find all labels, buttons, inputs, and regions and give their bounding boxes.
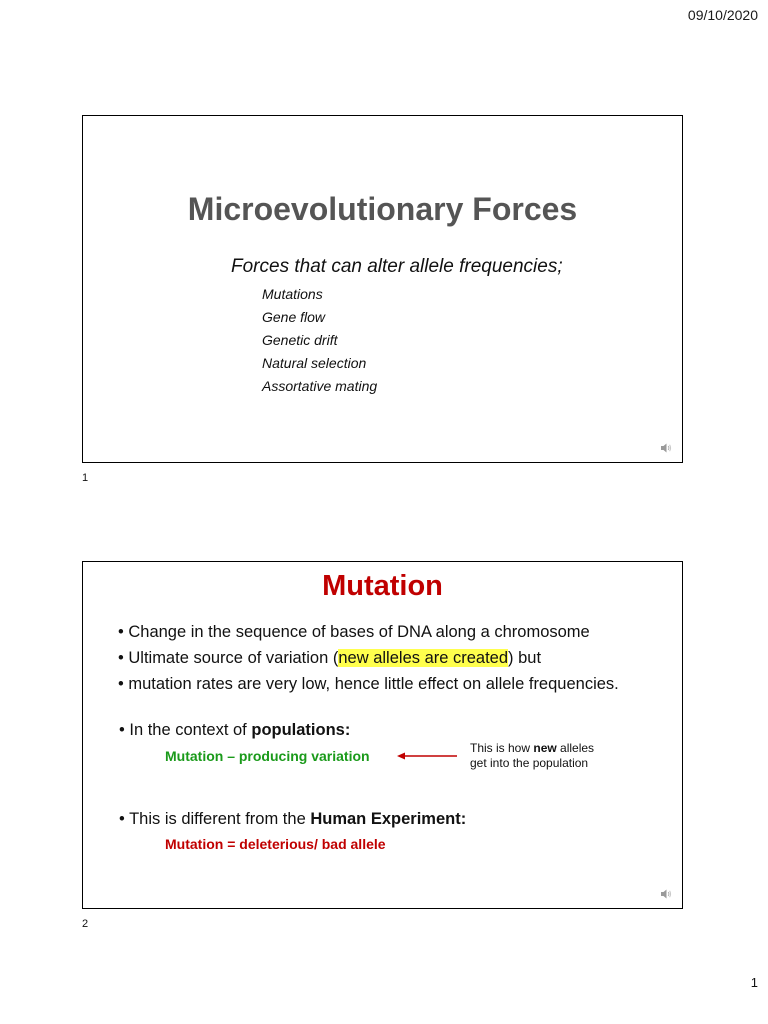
list-item: Gene flow bbox=[262, 309, 326, 325]
slide-2 bbox=[82, 561, 683, 909]
note-text: get into the population bbox=[470, 756, 589, 770]
slide-1-number: 1 bbox=[82, 472, 89, 484]
bullet-text: • This is different from the bbox=[119, 810, 311, 828]
forces-list bbox=[262, 283, 377, 398]
page-number: 1 bbox=[750, 975, 758, 990]
new-alleles-note bbox=[470, 741, 594, 771]
bullet-populations bbox=[119, 721, 350, 740]
speaker-icon[interactable] bbox=[660, 888, 672, 900]
list-item: Genetic drift bbox=[262, 332, 338, 348]
list-item: Assortative mating bbox=[262, 378, 378, 394]
mutation-producing-variation: Mutation – producing variation bbox=[165, 748, 370, 764]
bullet-text: ) but bbox=[508, 649, 542, 667]
note-text: This is how bbox=[470, 741, 534, 755]
bullet-text: • Ultimate source of variation ( bbox=[118, 649, 339, 667]
speaker-icon[interactable] bbox=[660, 442, 672, 454]
bold-text: populations: bbox=[251, 721, 351, 739]
bullet-text: • In the context of bbox=[119, 721, 252, 739]
slide-2-title: Mutation bbox=[322, 570, 443, 602]
mutation-deleterious: Mutation = deleterious/ bad allele bbox=[165, 836, 386, 852]
slide-2-number: 2 bbox=[82, 918, 89, 930]
slide-1-subtitle: Forces that can alter allele frequencies; bbox=[231, 256, 563, 277]
slide-1-title: Microevolutionary Forces bbox=[187, 191, 578, 227]
note-text: alleles bbox=[556, 741, 595, 755]
highlighted-text: new alleles are created bbox=[338, 649, 509, 667]
bullet-mutation-rates: • mutation rates are very low, hence little effect on allele frequencies. bbox=[118, 675, 619, 693]
bold-text: Human Experiment: bbox=[310, 810, 467, 828]
slide-1 bbox=[82, 115, 683, 463]
bullet-source-variation bbox=[118, 649, 541, 668]
header-date: 09/10/2020 bbox=[687, 7, 758, 23]
list-item: Mutations bbox=[262, 286, 323, 302]
bold-text: new bbox=[533, 741, 557, 755]
bullet-human-experiment bbox=[119, 810, 466, 829]
list-item: Natural selection bbox=[262, 355, 367, 371]
bullet-dna-change: • Change in the sequence of bases of DNA along a chromosome bbox=[118, 623, 590, 641]
left-arrow-icon bbox=[397, 751, 457, 761]
